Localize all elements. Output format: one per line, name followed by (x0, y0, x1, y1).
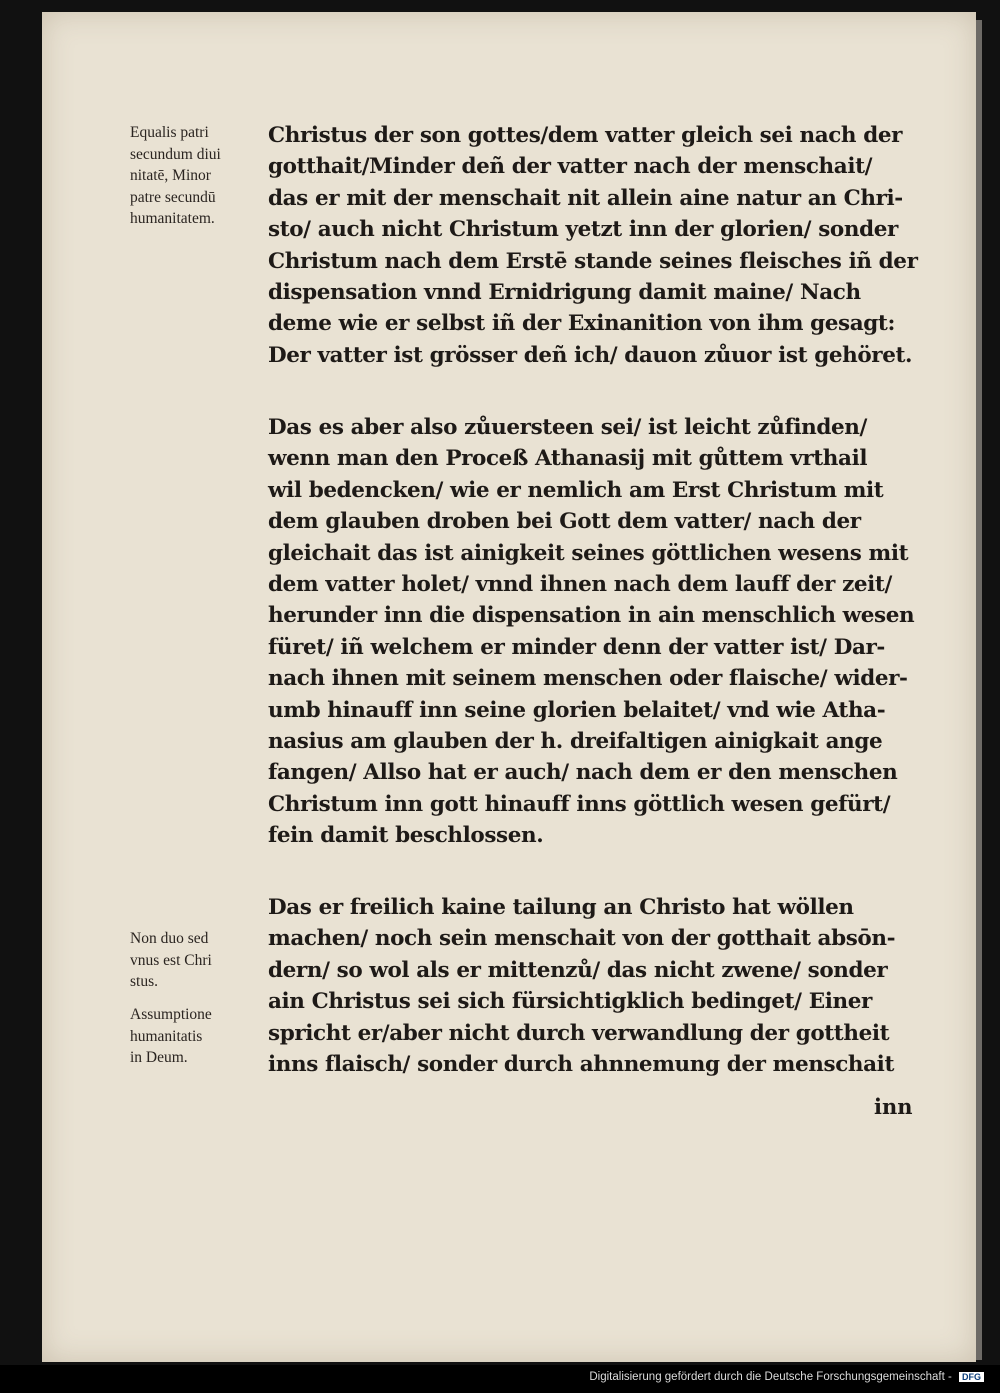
text-line: Christum inn gott hinauff inns göttlich wesen gefürt/ (268, 791, 891, 817)
marginal-note-equalis-patri (130, 122, 270, 230)
catchword: inn (874, 1094, 913, 1119)
text-line: Das es aber also zůuersteen sei/ ist leicht zůfinden/ (268, 415, 867, 440)
text-line: dem glauben droben bei Gott dem vatter/ nach der (268, 509, 861, 535)
marginal-line: secundum diui (130, 145, 221, 163)
text-line: nasius am glauben der h. dreifaltigen ainigkait ange (268, 729, 883, 755)
text-line: sto/ auch nicht Christum yetzt inn der glorien/ sonder (268, 217, 898, 243)
text-line: Der vatter ist grösser deñ ich/ dauon zůuor ist gehöret. (268, 342, 913, 368)
text-line: Christum nach dem Erstē stande seines fleisches iñ der (268, 248, 918, 274)
text-line: dispensation vnnd Ernidrigung damit maine/ Nach (268, 280, 861, 306)
marginal-line: Non duo sed (130, 930, 209, 947)
text-line: Christus der son gottes/dem vatter gleich sei nach der (268, 123, 903, 148)
text-line: fein damit beschlossen. (268, 823, 544, 849)
text-line: dern/ so wol als er mittenzů/ das nicht zwene/ sonder (268, 957, 888, 983)
paragraph-2 (268, 412, 928, 852)
paragraph-1 (268, 120, 928, 371)
marginal-line: humanitatem. (130, 210, 215, 227)
paragraph-3 (268, 892, 928, 1080)
footer-text: Digitalisierung gefördert durch die Deutsche Forschungsgemeinschaft - (589, 1371, 952, 1383)
text-line: ain Christus sei sich fürsichtigklich bedinget/ Einer (268, 989, 872, 1015)
text-line: wenn man den Proceß Athanasij mit gůttem vrthail (268, 446, 868, 472)
text-line: machen/ noch sein menschait von der gotthait absōn- (268, 926, 896, 952)
marginal-line: in Deum. (130, 1049, 188, 1066)
text-line: das er mit der menschait nit allein aine natur an Chri- (268, 185, 903, 211)
marginal-note-non-duo (130, 928, 270, 993)
text-line: nach ihnen mit seinem menschen oder flaische/ wider- (268, 666, 908, 692)
marginal-note-assumptione (130, 1004, 270, 1069)
marginal-line: patre secundū (130, 188, 216, 206)
marginal-line: Equalis patri (130, 124, 209, 141)
marginal-line: nitatē, Minor (130, 167, 211, 184)
text-line: dem vatter holet/ vnnd ihnen nach dem lauff der zeit/ (268, 572, 892, 598)
text-line: fangen/ Allso hat er auch/ nach dem er den menschen (268, 760, 898, 786)
text-line: wil bedencken/ wie er nemlich am Erst Christum mit (268, 477, 884, 503)
text-line: umb hinauff inn seine glorien belaitet/ vnd wie Atha- (268, 697, 886, 723)
text-line: füret/ iñ welchem er minder denn der vatter ist/ Dar- (268, 634, 885, 660)
dfg-logo: DFG (959, 1372, 984, 1382)
text-line: spricht er/aber nicht durch verwandlung der gottheit (268, 1020, 890, 1046)
text-line: deme wie er selbst iñ der Exinanition von ihm gesagt: (268, 311, 895, 337)
marginal-line: vnus est Chri (130, 951, 212, 969)
text-line: herunder inn die dispensation in ain menschlich wesen (268, 603, 915, 629)
digitization-footer (589, 1371, 984, 1383)
text-line: Das er freilich kaine tailung an Christo hat wöllen (268, 895, 854, 920)
text-line: gotthait/Minder deñ der vatter nach der menschait/ (268, 154, 873, 180)
page-edge (976, 20, 982, 1360)
marginal-line: humanitatis (130, 1027, 203, 1045)
marginal-line: Assumptione (130, 1006, 212, 1023)
text-line: gleichait das ist ainigkeit seines göttlichen wesens mit (268, 540, 909, 566)
text-line: inns flaisch/ sonder durch ahnnemung der menschait (268, 1052, 894, 1078)
marginal-line: stus. (130, 973, 158, 990)
